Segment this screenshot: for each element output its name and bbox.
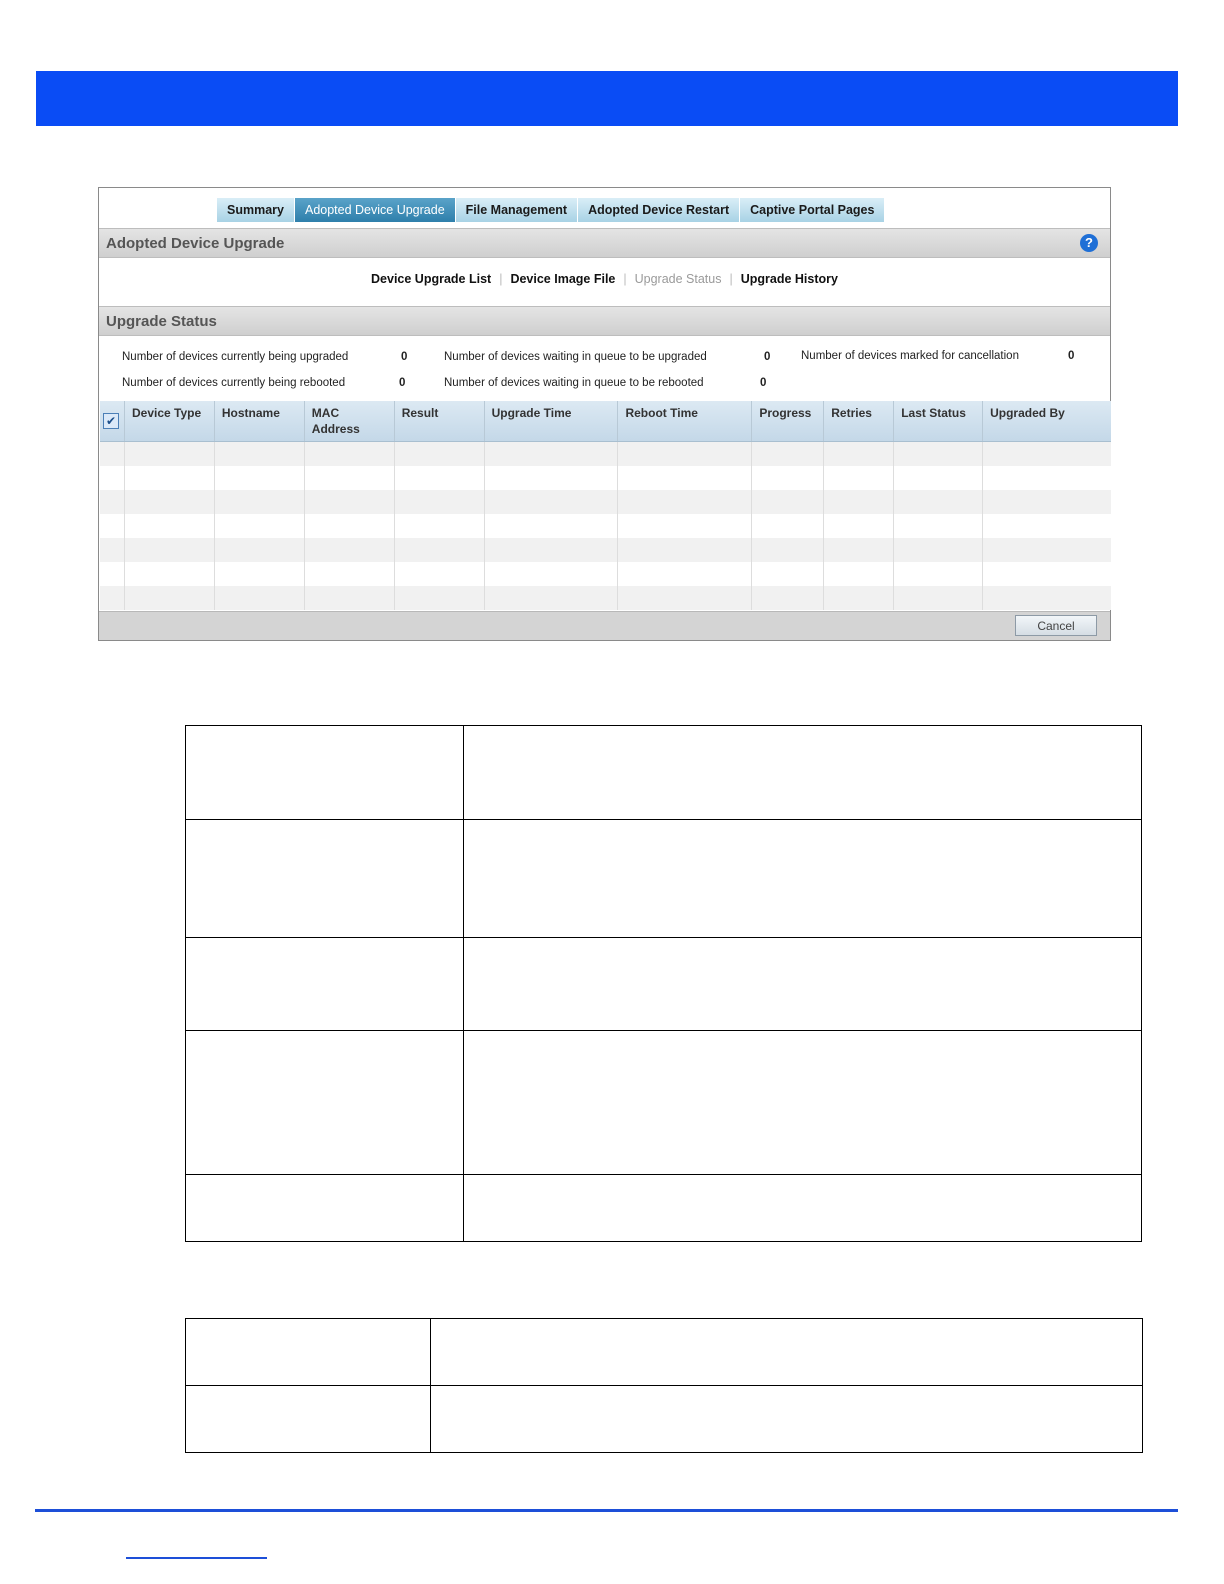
table-cell <box>395 466 485 490</box>
stat-value: 0 <box>399 377 406 389</box>
table-cell <box>983 490 1111 514</box>
table-cell <box>305 538 395 562</box>
table-cell <box>824 466 894 490</box>
tab-captive-portal-pages[interactable]: Captive Portal Pages <box>740 198 885 222</box>
tab-adopted-device-upgrade[interactable]: Adopted Device Upgrade <box>295 198 456 222</box>
status-title: Upgrade Status <box>106 312 217 330</box>
stat-label: Number of devices marked for cancellation <box>801 350 1019 362</box>
grid-header <box>100 401 1111 442</box>
grid-body <box>100 442 1111 612</box>
table-cell <box>618 514 752 538</box>
stat-value: 0 <box>760 377 767 389</box>
table-cell <box>305 586 395 610</box>
tab-adopted-device-restart[interactable]: Adopted Device Restart <box>578 198 740 222</box>
table-cell <box>485 442 619 466</box>
table-cell <box>395 442 485 466</box>
col-mac-address[interactable]: MAC Address <box>305 401 395 441</box>
col-retries[interactable]: Retries <box>824 401 894 441</box>
header-bar <box>36 71 1178 126</box>
table-row[interactable] <box>100 538 1111 562</box>
table-cell <box>618 538 752 562</box>
table-cell <box>618 490 752 514</box>
stat-queue-upgrade <box>444 351 771 363</box>
table-cell <box>100 538 125 562</box>
table-cell <box>100 514 125 538</box>
table-cell <box>894 442 983 466</box>
stat-label: Number of devices currently being rebooted <box>122 377 346 389</box>
table-cell <box>983 538 1111 562</box>
table-cell <box>485 538 619 562</box>
table-cell <box>894 538 983 562</box>
subnav-separator: | <box>623 272 627 286</box>
table-cell <box>752 586 824 610</box>
table-cell <box>395 490 485 514</box>
table-cell <box>125 442 215 466</box>
stat-being-upgraded <box>122 351 408 363</box>
table-cell <box>752 562 824 586</box>
table-cell <box>824 490 894 514</box>
table-row[interactable] <box>100 586 1111 610</box>
subnav-device-image-file[interactable]: Device Image File <box>510 272 616 286</box>
subnav-separator: | <box>499 272 503 286</box>
upgrade-status-grid <box>100 401 1111 612</box>
table-cell <box>215 466 305 490</box>
table-cell <box>983 586 1111 610</box>
subnav-upgrade-status: Upgrade Status <box>634 272 722 286</box>
table-row[interactable] <box>100 466 1111 490</box>
select-all-cell <box>100 401 125 441</box>
table-row <box>186 1386 1143 1453</box>
table-cell <box>305 442 395 466</box>
table-cell <box>824 562 894 586</box>
table-cell <box>215 586 305 610</box>
table-cell <box>395 514 485 538</box>
stat-being-rebooted <box>122 377 406 389</box>
table-cell <box>824 442 894 466</box>
subnav-upgrade-history[interactable]: Upgrade History <box>740 272 838 286</box>
table-row <box>186 1175 1142 1242</box>
table-cell <box>752 466 824 490</box>
sub-navigation <box>99 272 1110 286</box>
upgrade-status-panel <box>98 187 1111 641</box>
table-cell <box>305 514 395 538</box>
table-cell <box>618 466 752 490</box>
cancel-button[interactable]: Cancel <box>1015 615 1097 636</box>
stat-label: Number of devices currently being upgraded <box>122 351 349 363</box>
parameter-table-1 <box>185 725 1142 1242</box>
stat-label: Number of devices waiting in queue to be upgraded <box>444 351 707 363</box>
table-cell <box>305 562 395 586</box>
col-last-status[interactable]: Last Status <box>894 401 983 441</box>
panel-footer <box>99 611 1110 640</box>
table-cell <box>983 514 1111 538</box>
table-cell <box>125 586 215 610</box>
table-cell <box>894 586 983 610</box>
subnav-separator: | <box>729 272 733 286</box>
status-header <box>99 306 1110 336</box>
col-hostname[interactable]: Hostname <box>215 401 305 441</box>
col-reboot-time[interactable]: Reboot Time <box>618 401 752 441</box>
table-cell <box>485 562 619 586</box>
table-cell <box>395 538 485 562</box>
col-result[interactable]: Result <box>395 401 485 441</box>
table-cell <box>305 466 395 490</box>
table-row[interactable] <box>100 442 1111 466</box>
col-upgraded-by[interactable]: Upgraded By <box>990 406 1065 420</box>
table-cell <box>125 466 215 490</box>
table-cell <box>752 442 824 466</box>
table-cell <box>618 586 752 610</box>
tab-bar <box>217 198 885 222</box>
table-cell <box>100 466 125 490</box>
table-cell <box>215 490 305 514</box>
table-row[interactable] <box>100 562 1111 586</box>
table-cell <box>485 466 619 490</box>
table-row <box>186 726 1142 820</box>
footer-rule <box>35 1509 1178 1512</box>
footer-link-underline <box>126 1557 267 1559</box>
table-cell <box>983 562 1111 586</box>
table-row <box>186 1319 1143 1386</box>
stat-queue-reboot <box>444 377 767 389</box>
table-cell <box>215 442 305 466</box>
table-row[interactable] <box>100 490 1111 514</box>
stat-value: 0 <box>764 351 771 363</box>
table-cell <box>125 562 215 586</box>
subnav-device-upgrade-list[interactable]: Device Upgrade List <box>371 272 492 286</box>
stat-label: Number of devices waiting in queue to be rebooted <box>444 377 704 389</box>
tab-file-management[interactable]: File Management <box>456 198 578 222</box>
table-cell <box>824 514 894 538</box>
section-title: Adopted Device Upgrade <box>106 234 285 252</box>
tab-summary[interactable]: Summary <box>217 198 295 222</box>
table-cell <box>305 490 395 514</box>
stat-value: 0 <box>401 351 408 363</box>
table-cell <box>824 538 894 562</box>
table-cell <box>100 562 125 586</box>
table-cell <box>485 490 619 514</box>
table-cell <box>752 514 824 538</box>
table-cell <box>215 538 305 562</box>
parameter-table-2 <box>185 1318 1143 1453</box>
table-cell <box>395 586 485 610</box>
table-cell <box>215 514 305 538</box>
table-cell <box>752 538 824 562</box>
table-cell <box>983 466 1111 490</box>
table-cell <box>983 442 1111 466</box>
table-row[interactable] <box>100 514 1111 538</box>
stat-value: 0 <box>1068 350 1075 362</box>
table-cell <box>100 442 125 466</box>
table-cell <box>125 538 215 562</box>
select-all-checkbox[interactable]: ✔ <box>103 413 119 429</box>
col-device-type[interactable]: Device Type <box>125 401 215 441</box>
table-cell <box>894 514 983 538</box>
table-cell <box>618 562 752 586</box>
section-header <box>99 228 1110 258</box>
table-cell <box>894 490 983 514</box>
col-upgrade-time[interactable]: Upgrade Time <box>485 401 619 441</box>
table-cell <box>100 490 125 514</box>
table-cell <box>894 562 983 586</box>
table-cell <box>824 586 894 610</box>
table-cell <box>125 514 215 538</box>
table-cell <box>752 490 824 514</box>
table-cell <box>485 514 619 538</box>
table-cell <box>100 586 125 610</box>
table-cell <box>618 442 752 466</box>
table-cell <box>894 466 983 490</box>
help-icon[interactable]: ? <box>1080 234 1098 252</box>
table-cell <box>215 562 305 586</box>
table-row <box>186 938 1142 1031</box>
table-cell <box>395 562 485 586</box>
table-cell <box>485 586 619 610</box>
table-cell <box>125 490 215 514</box>
col-progress[interactable]: Progress <box>752 401 824 441</box>
stat-cancellation <box>801 350 1075 362</box>
table-row <box>186 820 1142 938</box>
table-row <box>186 1031 1142 1175</box>
